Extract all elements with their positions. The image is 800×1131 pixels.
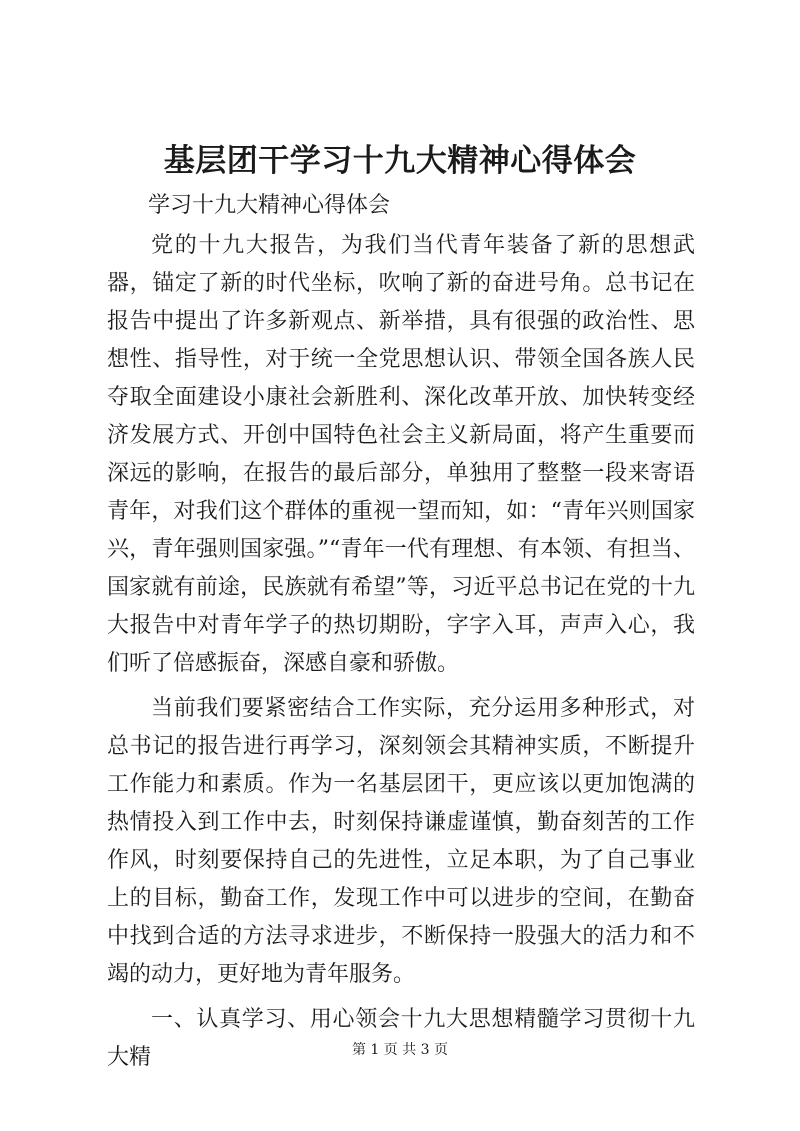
document-title: 基层团干学习十九大精神心得体会 [163, 143, 637, 179]
page-footer: 第 1 页 共 3 页 [351, 1042, 449, 1058]
body-paragraph: 一、认真学习、用心领会十九大思想精髓学习贯彻十九大精 [107, 1007, 695, 1070]
document-body [107, 227, 695, 1077]
body-paragraph: 党的十九大报告，为我们当代青年装备了新的思想武器，锚定了新的时代坐标，吹响了新的奋进号角。总书记在报告中提出了许多新观点、新举措，具有很强的政治性、思想性、指导性，对于统一全党思想认识、带领全国各族人民夺取全面建设小康社会新胜利、深化改革开放、加快转变经济发展方式、开创中国特色社会主义新局面，将产生重要而深远的影响，在报告的最后部分，单独用了整整一段来寄语青年，对我们这个群体的重视一望而知，如：“青年兴则国家兴，青年强则国家强。”“青年一代有理想、有本领、有担当、国家就有前途，民族就有希望”等，习近平总书记在党的十九大报告中对青年学子的热切期盼，字字入耳，声声入心，我们听了倍感振奋，深感自豪和骄傲。 [107, 233, 695, 676]
document-subtitle: 学习十九大精神心得体会 [148, 193, 391, 218]
body-paragraph: 当前我们要紧密结合工作实际，充分运用多种形式，对总书记的报告进行再学习，深刻领会其精神实质，不断提升工作能力和素质。作为一名基层团干，更应该以更加饱满的热情投入到工作中去，时刻保持谦虚谨慎，勤奋刻苦的工作作风，时刻要保持自己的先进性，立足本职，为了自己事业上的目标，勤奋工作，发现工作中可以进步的空间，在勤奋中找到合适的方法寻求进步，不断保持一股强大的活力和不竭的动力，更好地为青年服务。 [107, 696, 695, 987]
